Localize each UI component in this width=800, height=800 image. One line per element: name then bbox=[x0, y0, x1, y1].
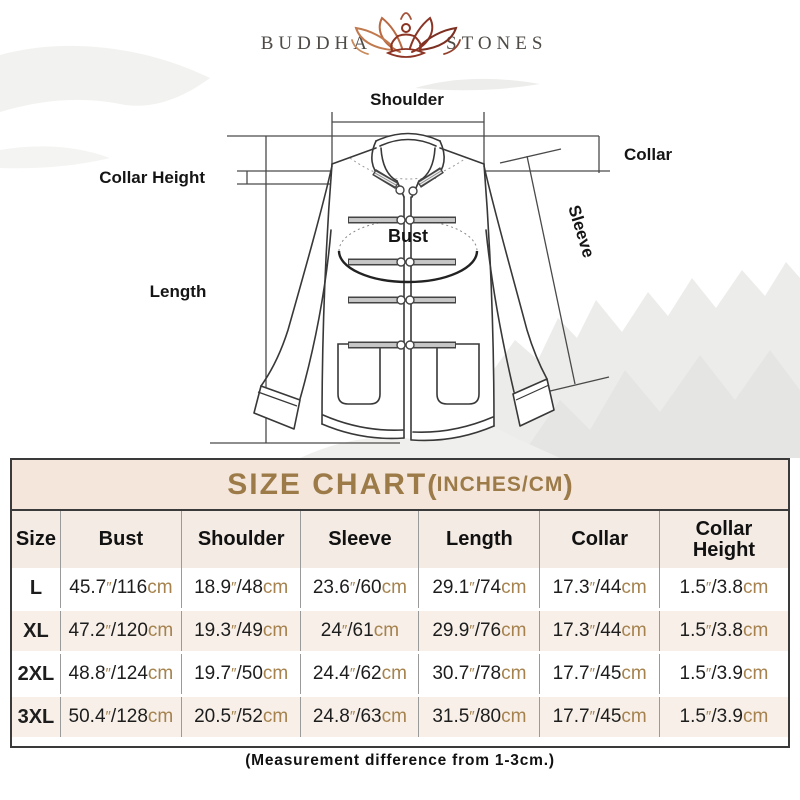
size-table-body bbox=[12, 568, 788, 740]
size-cell: L bbox=[12, 568, 61, 608]
measurement-cell: 17.3 ″ /44 cm bbox=[540, 611, 660, 651]
table-row-3xl bbox=[12, 694, 788, 740]
column-header-collar-height: Collar Height bbox=[692, 517, 756, 561]
measurement-cell: 31.5 ″ /80 cm bbox=[419, 697, 540, 737]
measurement-cell: 20.5 ″ /52 cm bbox=[182, 697, 302, 737]
measurement-cell: 1.5 ″ /3.9 cm bbox=[679, 663, 769, 685]
column-header-length: Length bbox=[419, 511, 540, 568]
measurement-cell: 23.6 ″ /60 cm bbox=[301, 568, 419, 608]
measurement-cell: 24.8 ″ /63 cm bbox=[301, 697, 419, 737]
column-header-sleeve: Sleeve bbox=[301, 511, 419, 568]
title-paren-open: ( bbox=[427, 468, 437, 500]
size-cell: XL bbox=[12, 611, 61, 651]
collar-height-label: Collar Height bbox=[99, 168, 205, 187]
size-cell: 2XL bbox=[12, 654, 61, 694]
column-header-bust: Bust bbox=[61, 511, 182, 568]
measurement-cell: 19.7 ″ /50 cm bbox=[182, 654, 302, 694]
measurement-cell: 29.1 ″ /74 cm bbox=[419, 568, 540, 608]
collar-label: Collar bbox=[624, 145, 673, 164]
table-bottom-padding bbox=[12, 740, 788, 746]
collar-leader-line bbox=[500, 149, 561, 163]
bust-label: Bust bbox=[388, 226, 428, 246]
length-label: Length bbox=[149, 282, 207, 301]
measurement-cell: 47.2 ″ /120 cm bbox=[61, 611, 182, 651]
measurement-cell: 45.7 ″ /116 cm bbox=[61, 568, 182, 608]
shoulder-label: Shoulder bbox=[370, 90, 444, 109]
measurement-cell: 1.5 ″ /3.9 cm bbox=[679, 706, 769, 728]
measurement-cell: 29.9 ″ /76 cm bbox=[419, 611, 540, 651]
column-header-shoulder: Shoulder bbox=[182, 511, 302, 568]
brand-logo bbox=[261, 13, 548, 57]
measurement-cell: 1.5 ″ /3.8 cm bbox=[679, 620, 769, 642]
measurement-cell: 1.5 ″ /3.8 cm bbox=[679, 577, 769, 599]
measurement-cell: 24.4 ″ /62 cm bbox=[301, 654, 419, 694]
measurement-cell: 18.9 ″ /48 cm bbox=[182, 568, 302, 608]
sleeve-label: Sleeve bbox=[564, 202, 599, 260]
measurement-cell: 48.8 ″ /124 cm bbox=[61, 654, 182, 694]
title-unit-note: INCHES/CM bbox=[436, 472, 564, 496]
table-row-2xl bbox=[12, 654, 788, 694]
table-row-l bbox=[12, 568, 788, 608]
title-paren-close: ) bbox=[563, 468, 573, 500]
table-row-xl bbox=[12, 608, 788, 654]
size-cell: 3XL bbox=[12, 697, 61, 737]
column-header-size: Size bbox=[12, 511, 61, 568]
measurement-cell: 17.3 ″ /44 cm bbox=[540, 568, 660, 608]
brand-name-left: BUDDHA bbox=[260, 33, 372, 54]
measurement-cell: 24 ″ /61 cm bbox=[301, 611, 419, 651]
size-chart-title bbox=[12, 460, 788, 511]
size-chart-table bbox=[10, 458, 790, 748]
measurement-cell: 30.7 ″ /78 cm bbox=[419, 654, 540, 694]
measurement-cell: 19.3 ″ /49 cm bbox=[182, 611, 302, 651]
measurement-cell: 17.7 ″ /45 cm bbox=[540, 654, 660, 694]
title-main: SIZE CHART bbox=[227, 467, 428, 501]
measurement-cell: 17.7 ″ /45 cm bbox=[540, 697, 660, 737]
measurement-cell: 50.4 ″ /128 cm bbox=[61, 697, 182, 737]
column-header-collar: Collar bbox=[540, 511, 660, 568]
brand-name-right: STONES bbox=[446, 33, 548, 54]
size-table-header-row bbox=[12, 511, 788, 568]
measurement-note: (Measurement difference from 1-3cm.) bbox=[245, 752, 555, 769]
